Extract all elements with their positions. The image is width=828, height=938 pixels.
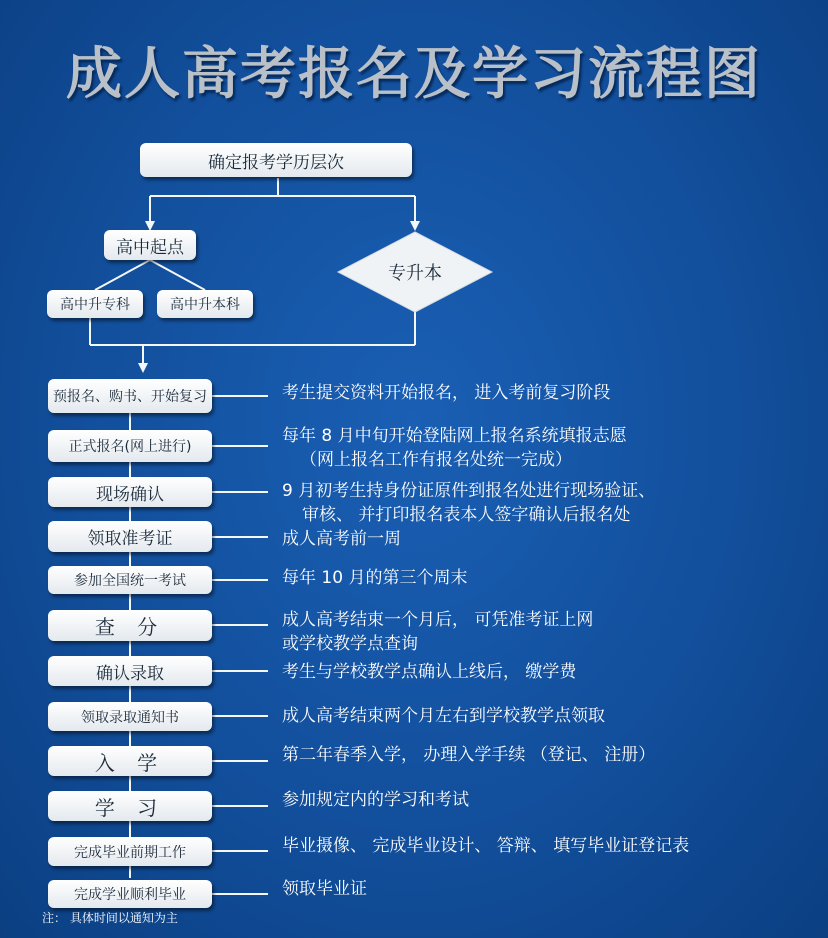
step-label: 完成学业顺利毕业 [74, 887, 186, 903]
sub-right-label: 高中升本科 [170, 297, 240, 313]
description-line: 每年 8 月中旬开始登陆网上报名系统填报志愿 [282, 426, 627, 446]
description-line: 审核、 并打印报名表本人签字确认后报名处 [302, 505, 631, 525]
sub-right-box [157, 290, 253, 318]
page-title: 成人高考报名及学习流程图 [66, 42, 762, 107]
step-description [282, 479, 655, 527]
step-description [282, 704, 605, 728]
step-label: 完成毕业前期工作 [74, 844, 186, 861]
step-box [48, 837, 212, 866]
start-label: 确定报考学历层次 [208, 152, 344, 173]
branch-right-label: 专升本 [388, 263, 442, 284]
description-line: 考生与学校教学点确认上线后， 缴学费 [282, 662, 577, 682]
step-box [48, 610, 212, 641]
step-label: 领取准考证 [87, 529, 173, 549]
step-box [48, 746, 212, 776]
step-description [282, 743, 655, 767]
step-box [48, 566, 212, 594]
step-description [282, 660, 576, 684]
step-description [282, 381, 610, 405]
step-label: 查 分 [94, 615, 166, 639]
description-line: 成人高考结束一个月后， 可凭准考证上网 [282, 610, 594, 630]
connector-left-sub2 [150, 260, 205, 290]
step-description [282, 834, 689, 858]
step-box [48, 702, 212, 731]
description-line: 参加规定内的学习和考试 [282, 790, 469, 810]
step-box [48, 791, 212, 821]
step-box [48, 880, 212, 908]
branch-left-box [104, 230, 196, 260]
step-label: 现场确认 [96, 484, 164, 505]
step-description [282, 608, 593, 656]
step-label: 入 学 [94, 750, 166, 775]
step-description [282, 424, 627, 472]
step-description [282, 527, 401, 551]
start-box [140, 143, 412, 177]
step-description [282, 788, 469, 812]
step-label: 参加全国统一考试 [74, 573, 186, 589]
description-line: 每年 10 月的第三个周末 [282, 568, 468, 588]
step-box [48, 379, 212, 413]
connector-left-sub1 [95, 260, 150, 290]
sub-left-label: 高中升专科 [60, 297, 130, 313]
step-description [282, 566, 467, 590]
description-line: 成人高考前一周 [282, 529, 401, 549]
description-line: （网上报名工作有报名处统一完成） [300, 450, 572, 470]
step-label: 确认录取 [96, 663, 164, 684]
step-box [48, 430, 212, 462]
step-label: 学 习 [94, 795, 166, 820]
description-line: 毕业摄像、 完成毕业设计、 答辩、 填写毕业证登记表 [282, 836, 690, 856]
branch-left-label: 高中起点 [116, 237, 184, 258]
description-line: 或学校教学点查询 [282, 634, 418, 654]
description-line: 9 月初考生持身份证原件到报名处进行现场验证、 [282, 481, 656, 501]
step-description [282, 877, 367, 901]
step-label: 领取录取通知书 [81, 709, 179, 726]
description-line: 领取毕业证 [282, 879, 367, 899]
description-line: 考生提交资料开始报名， 进入考前复习阶段 [282, 383, 611, 403]
step-label: 预报名、购书、开始复习 [53, 389, 207, 405]
description-line: 成人高考结束两个月左右到学校教学点领取 [282, 706, 605, 726]
step-label: 正式报名(网上进行) [68, 439, 192, 455]
description-line: 第二年春季入学， 办理入学手续 （登记、 注册） [282, 745, 656, 765]
sub-left-box [47, 290, 143, 318]
step-box [48, 521, 212, 552]
step-box [48, 477, 212, 507]
footnote: 注： 具体时间以通知为主 [42, 911, 178, 925]
step-box [48, 656, 212, 686]
